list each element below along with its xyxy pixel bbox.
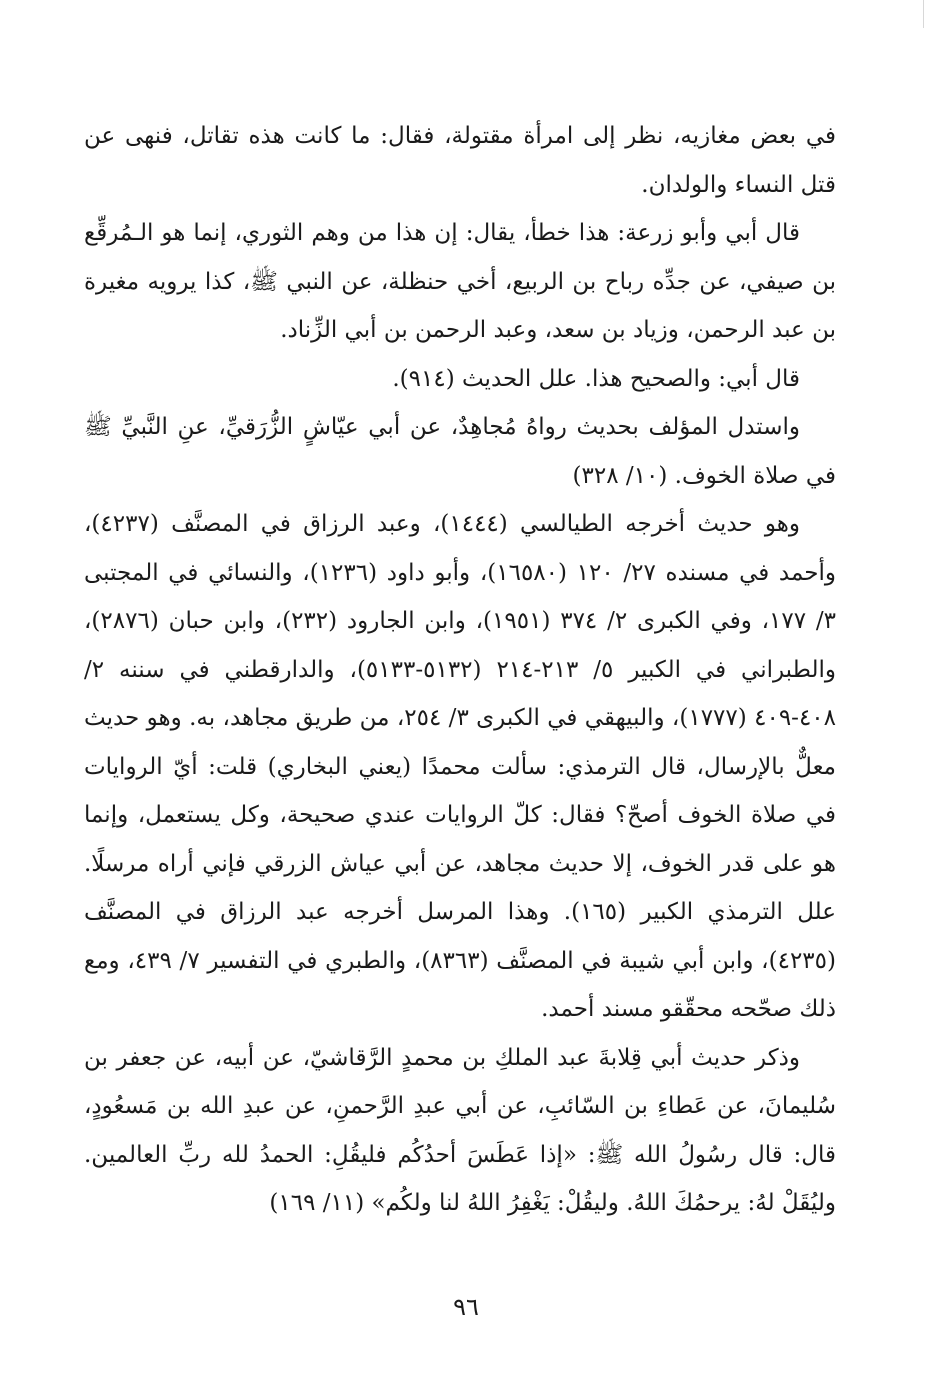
paragraph-4: واستدل المؤلف بحديث رواهُ مُجاهِدٌ، عن أبي عيّاشٍ الزُّرَقيِّ، عنِ النَّبيِّ ﷺ في صلاة الخوف. (١٠/ ٣٢٨)	[84, 414, 836, 489]
paragraph-5: وهو حديث أخرجه الطيالسي (١٤٤٤)، وعبد الرزاق في المصنَّف (٤٢٣٧)، وأحمد في مسنده ٢٧/ ١٢٠ (١٦٥٨٠)، وأبو داود (١٢٣٦)، والنسائي في المجتبى ٣/ ١٧٧، وفي الكبرى ٢/ ٣٧٤ (١٩٥١)، وابن الجارود (٢٣٢)، وابن حبان (٢٨٧٦)، والطبراني في الكبير ٥/ ٢١٣-٢١٤ (٥١٣٢-٥١٣٣)، والدارقطني في سننه ٢/ ٤٠٨-٤٠٩ (١٧٧٧)، والبيهقي في الكبرى ٣/ ٢٥٤، من طريق مجاهد، به. وهو حديث معلٌّ بالإرسال، قال الترمذي: سألت محمدًا (يعني البخاري) قلت: أيّ الروايات في صلاة الخوف أصحّ؟ فقال: كلّ الروايات عندي صحيحة، وكل يستعمل، وإنما هو على قدر الخوف، إلا حديث مجاهد، عن أبي عياش الزرقي فإني أراه مرسلًا. علل الترمذي الكبير (١٦٥). وهذا المرسل أخرجه عبد الرزاق في المصنَّف (٤٢٣٥)، وابن أبي شيبة في المصنَّف (٨٣٦٣)، والطبري في التفسير ٧/ ٤٣٩، ومع ذلك صحّحه محقّقو مسند أحمد.	[84, 511, 837, 1022]
paragraph-6: وذكر حديث أبي قِلابةَ عبد الملكِ بن محمدٍ الرَّقاشيّ، عن أبيه، عن جعفر بن سُليمانَ، عن عَطاءِ بن السّائبِ، عن أبي عبدِ الرَّحمنِ، عن عبدِ الله بن مَسعُودٍ، قال: قال رسُولُ الله ﷺ: «إذا عَطَسَ أحدُكُم فليقُلِ: الحمدُ لله ربِّ العالمين. وليُقَلْ لهُ: يرحمُكَ اللهُ. وليقُلْ: يَغْفِرُ اللهُ لنا ولكُم» (١١/ ١٦٩)	[84, 1044, 836, 1216]
paragraph-1: في بعض مغازيه، نظر إلى امرأة مقتولة، فقال: ما كانت هذه تقاتل، فنهى عن قتل النساء والولدان.	[84, 123, 836, 198]
paragraph-2: قال أبي وأبو زرعة: هذا خطأ، يقال: إن هذا من وهم الثوري، إنما هو الـمُرقِّع بن صيفي، عن جدِّه رباح بن الربيع، أخي حنظلة، عن النبي ﷺ، كذا يرويه مغيرة بن عبد الرحمن، وزياد بن سعد، وعبد الرحمن بن أبي الزِّناد.	[84, 220, 836, 343]
page-number: ٩٦	[453, 1293, 479, 1321]
page-edge-mark	[923, 0, 924, 28]
paragraph-3: قال أبي: والصحيح هذا. علل الحديث (٩١٤).	[392, 365, 800, 392]
page-body	[84, 112, 836, 1228]
